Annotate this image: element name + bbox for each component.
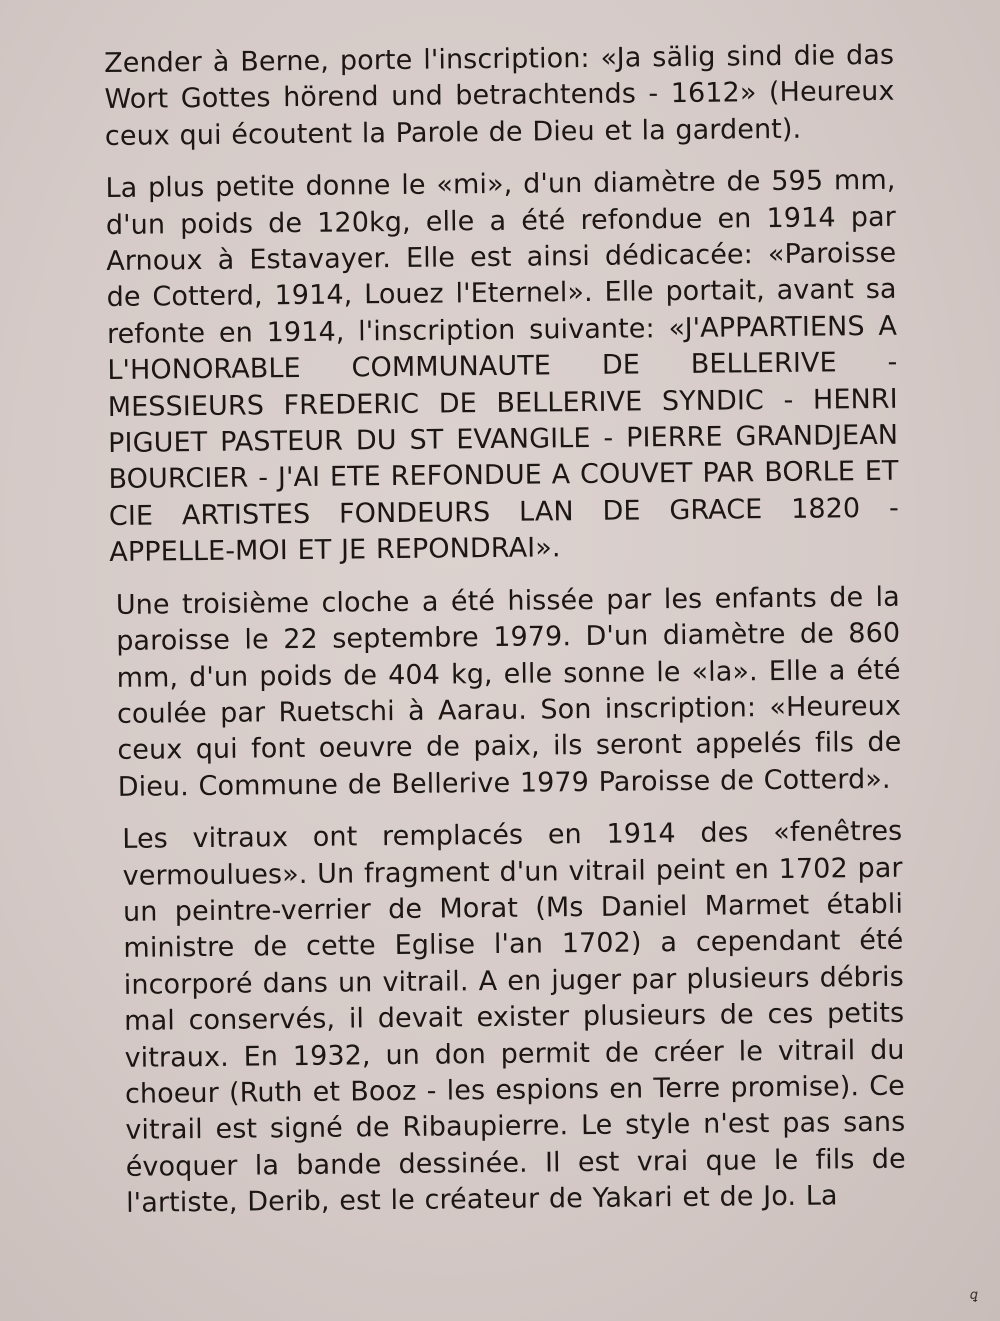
paragraph-stained-glass: Les vitraux ont remplacés en 1914 des «fenêtres vermoulues». Un fragment d'un vitrail peint en 1702 par un peintre-verrier de Morat (Ms Daniel Marmet établi ministre de cette Eglise l'an 1702) a cependant été incorporé dans un vitrail. A en juger par plusieurs débris mal conservés, il devait exister plusieurs de ces petits vitraux. En 1932, un don permit de créer le vitrail du choeur (Ruth et Booz - les espions en Terre promise). Ce vitrail est signé de Ribaupierre. Le style n'est pas sans évoquer la bande dessinée. Il est vrai que le fils de l'artiste, Derib, est le créateur de Yakari et de Jo. La [122,815,906,1220]
body-text [104,38,906,1239]
paragraph-bell-inscription-1612: Zender à Berne, porte l'inscription: «Ja sälig sind die das Wort Gottes hörend und betrachtends - 1612» (Heureux ceux qui écoutent la Parole de Dieu et la gardent). [104,39,895,152]
paragraph-third-bell: Une troisième cloche a été hissée par les enfants de la paroisse le 22 septembre 1979. D'un diamètre de 860 mm, d'un poids de 404 kg, elle sonne le «la». Elle a été coulée par Ruetschi à Aarau. Son inscription: «Heureux ceux qui font oeuvre de paix, ils seront appelés fils de Dieu. Commune de Bellerive 1979 Paroisse de Cotterd». [115,581,902,803]
paragraph-smallest-bell: La plus petite donne le «mi», d'un diamètre de 595 mm, d'un poids de 120kg, elle a été refondue en 1914 par Arnoux à Estavayer. Elle est ainsi dédicacée: «Paroisse de Cotterd, 1914, Louez l'Eternel». Elle portait, avant sa refonte en 1914, l'inscription suivante: «J'APPARTIENS A L'HONORABLE COMMUNAUTE DE BELLERIVE - MESSIEURS FREDERIC DE BELLERIVE SYNDIC - HENRI PIGUET PASTEUR DU ST EVANGILE - PIERRE GRANDJEAN BOURCIER - J'AI ETE REFONDUE A COUVET PAR BORLE ET CIE ARTISTES FONDEURS LAN DE GRACE 1820 - APPELLE-MOI ET JE REPONDRAI». [105,164,900,569]
corner-mark: ꝗ [969,1288,978,1303]
